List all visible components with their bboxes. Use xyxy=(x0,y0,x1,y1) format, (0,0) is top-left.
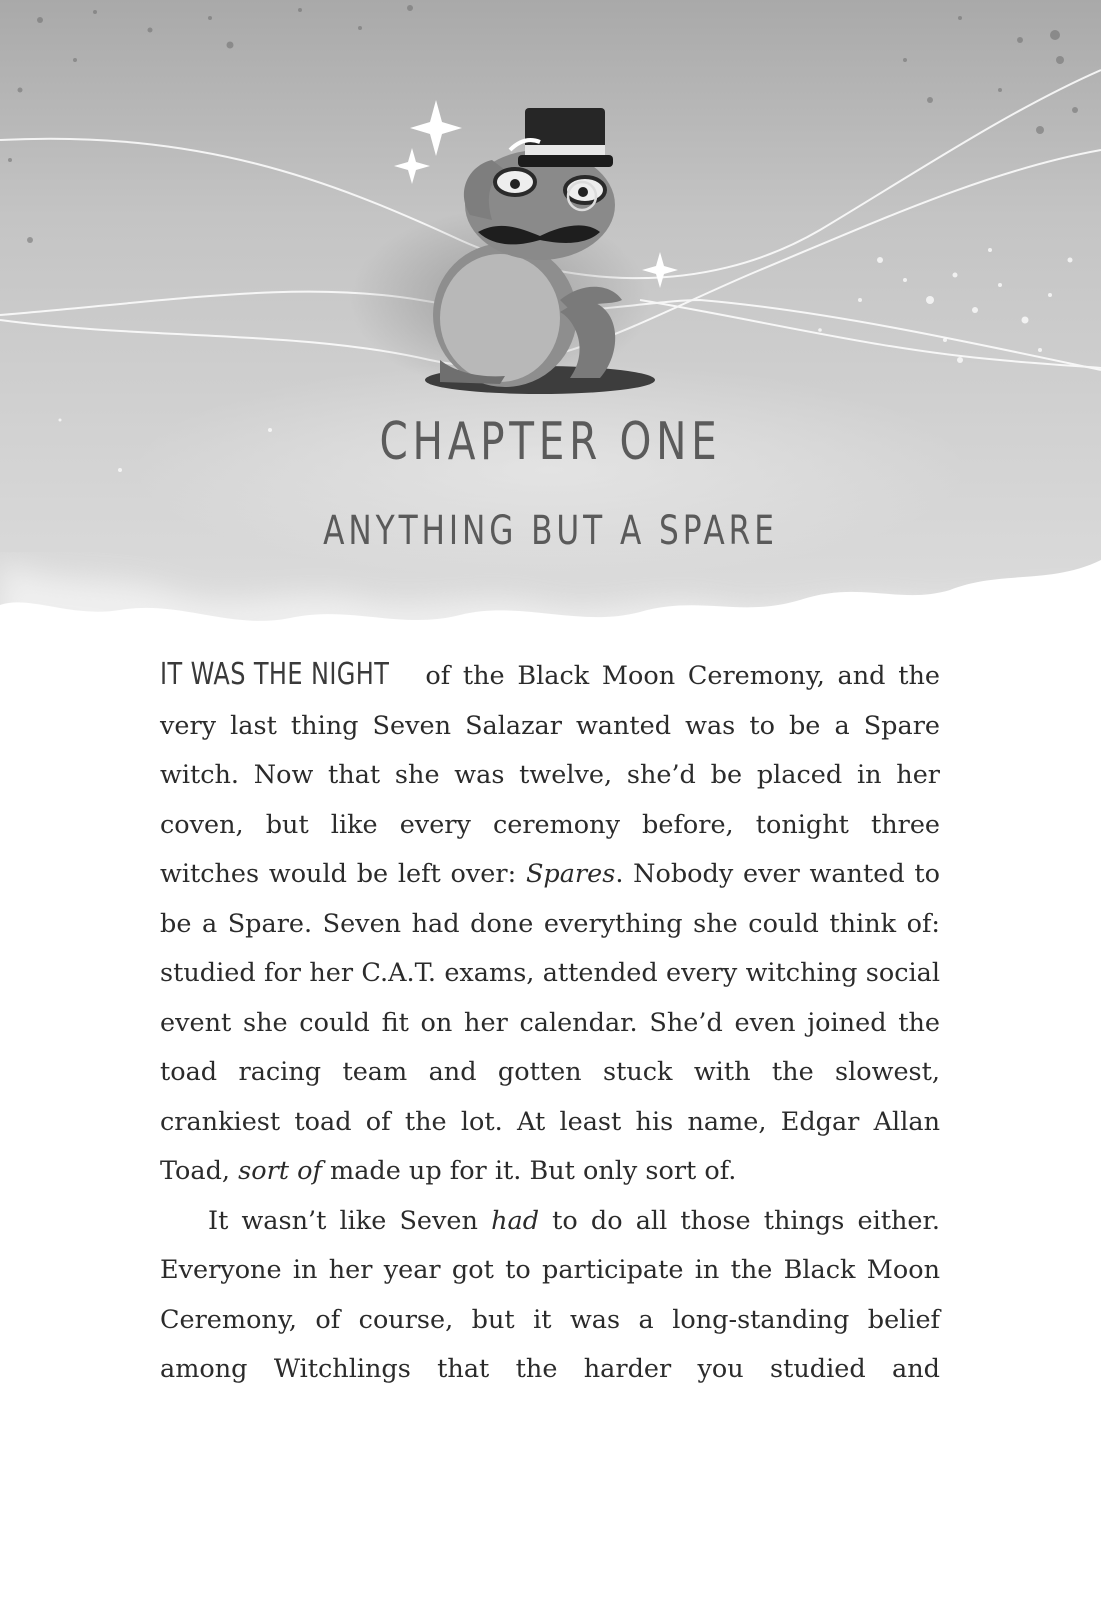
paragraph-1 xyxy=(160,650,940,1197)
chapter-header-illustration xyxy=(0,0,1101,660)
paragraph-2 xyxy=(160,1197,940,1395)
emphasis-had: had xyxy=(491,1205,540,1236)
emphasis-sort-of: sort of xyxy=(238,1156,322,1186)
chapter-title-heading: ANYTHING BUT A SPARE xyxy=(323,508,778,554)
chapter-body xyxy=(160,650,940,1395)
paragraph-1-text-a: of the Black Moon Ceremony, and the very last thing Seven Salazar wanted was to be a Spare witch. Now that she was twelve, she’d be placed in her coven, but like every ceremony before, tonight three witches would be left over: xyxy=(160,661,940,889)
emphasis-spares: Spares xyxy=(525,859,616,889)
paragraph-2-text-b: to do all those things either. Everyone in her year got to participate in the Black Moon Ceremony, of course, but it was a long-standing belief among Witchlings that the harder you studied and xyxy=(160,1205,940,1384)
paragraph-1-text-c: made up for it. But only sort of. xyxy=(321,1156,737,1186)
paragraph-2-text-a: It wasn’t like Seven xyxy=(208,1205,492,1236)
paragraph-1-text-b: . Nobody ever wanted to be a Spare. Seven had done everything she could think of: studied for her C.A.T. exams, attended every witching social event she could fit on her calendar. She’d even joined the toad racing team and gotten stuck with the slowest, crankiest toad of the lot. At least his name, Edgar Allan Toad, xyxy=(160,859,940,1186)
lead-in-text: IT WAS THE NIGHT xyxy=(160,657,390,692)
chapter-number-heading: CHAPTER ONE xyxy=(379,412,722,472)
